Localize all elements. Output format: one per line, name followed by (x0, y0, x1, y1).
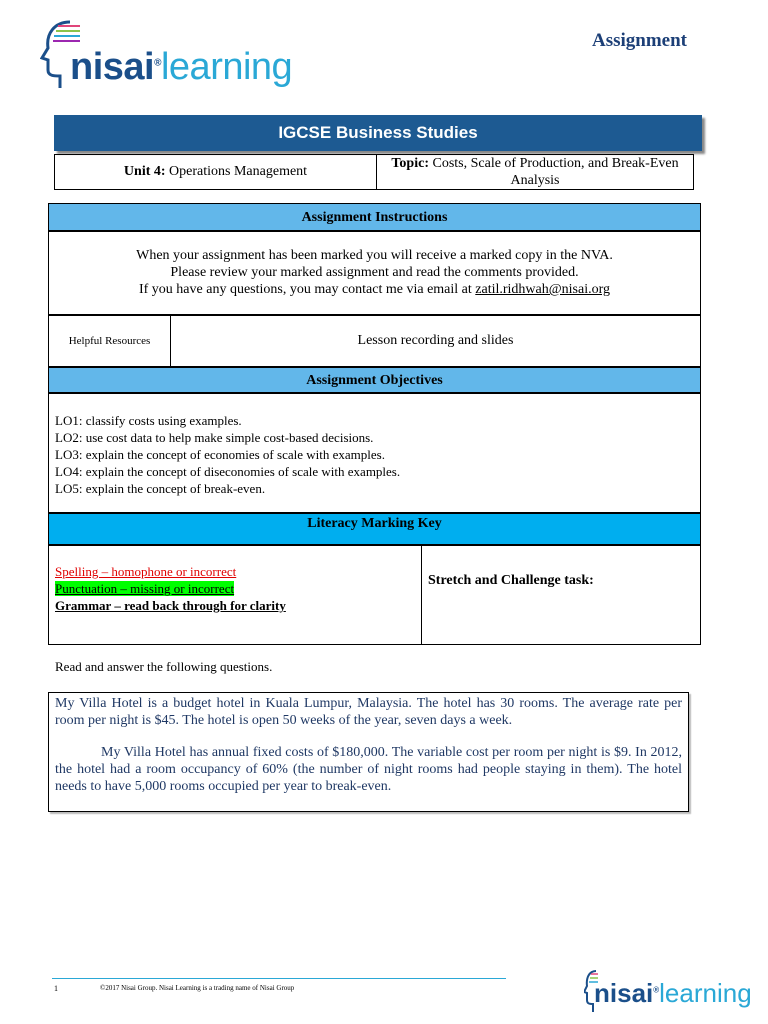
instruction-line: If you have any questions, you may contact me via email at (138, 282, 472, 297)
logo-registered: ® (154, 57, 161, 69)
spelling-key: Spelling – homophone or incorrect (55, 564, 237, 579)
course-title: IGCSE Business Studies (54, 115, 702, 151)
topic-value: Costs, Scale of Production, and Break-Even Analysis (432, 156, 679, 188)
instruction-line-contact (49, 281, 700, 298)
objective-item: LO5: explain the concept of break-even. (55, 481, 266, 496)
punctuation-key: Punctuation – missing or incorrect (55, 581, 235, 596)
footer-divider (52, 978, 506, 979)
resources-label: Helpful Resources (49, 316, 171, 366)
objective-item: LO4: explain the concept of diseconomies of scale with examples. (55, 464, 401, 479)
footer-copyright: ©2017 Nisai Group. Nisai Learning is a trading name of Nisai Group (100, 984, 295, 992)
resources-value: Lesson recording and slides (357, 333, 514, 348)
read-prompt: Read and answer the following questions. (55, 659, 273, 674)
instructions-body (48, 231, 701, 315)
unit-value: Operations Management (169, 164, 308, 179)
unit-cell (55, 155, 377, 190)
passage-paragraph: My Villa Hotel is a budget hotel in Kuala Lumpur, Malaysia. The hotel has 30 rooms. The average rate per room per night is $45. The hotel is open 50 weeks of the year, seven days a week. (55, 696, 682, 728)
footer-logo (584, 968, 752, 1014)
instructions-heading: Assignment Instructions (48, 203, 701, 231)
unit-label: Unit 4: (123, 164, 166, 179)
objective-item: LO1: classify costs using examples. (55, 413, 242, 428)
contact-email-link[interactable]: zatil.ridhwah@nisai.org (475, 282, 610, 297)
nisai-learning-logo (40, 18, 300, 92)
document-type: Assignment (592, 30, 688, 51)
objective-item: LO3: explain the concept of economies of scale with examples. (55, 447, 385, 462)
logo-suffix: learning (160, 46, 293, 88)
literacy-heading: Literacy Marking Key (48, 513, 701, 545)
literacy-row (48, 545, 701, 645)
grammar-key: Grammar – read back through for clarity (55, 598, 286, 613)
logo-brand: nisai (594, 978, 654, 1008)
objectives-heading: Assignment Objectives (48, 367, 701, 393)
case-study-passage (48, 692, 689, 812)
instruction-line: When your assignment has been marked you will receive a marked copy in the NVA. (136, 248, 613, 263)
unit-topic-table (54, 154, 694, 190)
logo-registered: ® (653, 985, 660, 995)
passage-paragraph: My Villa Hotel has annual fixed costs of $180,000. The variable cost per room per night is $9. In 2012, the hotel had a room occupancy of 60% (the number of night rooms had people staying in them). The hotel needs to have 5,000 rooms occupied per year to break-even. (55, 745, 682, 794)
page-number: 1 (54, 984, 58, 993)
topic-cell (377, 155, 694, 190)
resources-row (48, 315, 701, 367)
stretch-challenge-label: Stretch and Challenge task: (428, 573, 594, 588)
instruction-line: Please review your marked assignment and read the comments provided. (170, 265, 579, 280)
logo-suffix: learning (659, 978, 752, 1008)
objective-item: LO2: use cost data to help make simple cost-based decisions. (55, 430, 374, 445)
topic-label: Topic: (391, 156, 429, 171)
logo-brand: nisai (70, 46, 155, 88)
literacy-key (49, 546, 422, 644)
objectives-list (48, 393, 701, 513)
